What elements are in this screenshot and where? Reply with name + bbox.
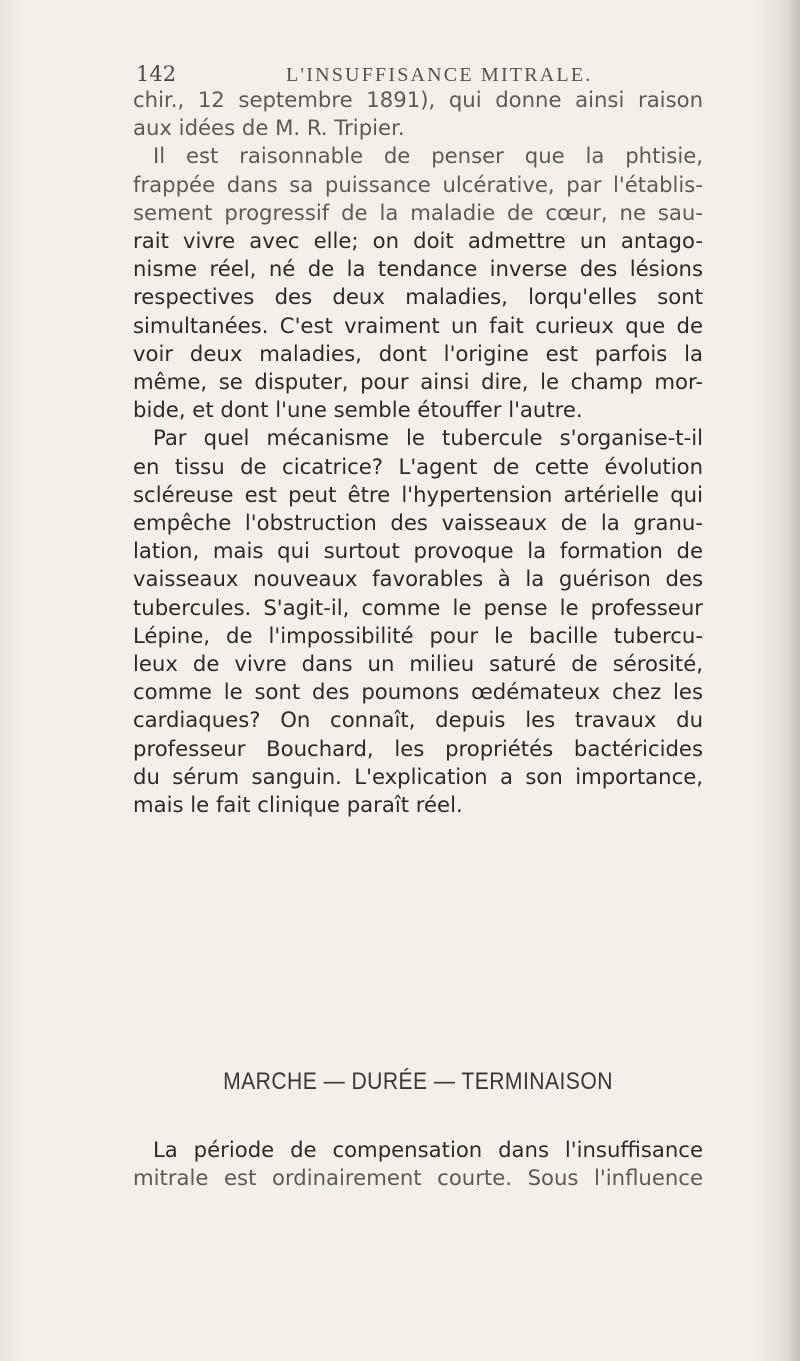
text-line: Il est raisonnable de penser que la phtisie,: [153, 143, 703, 169]
text-line: sement progressif de la maladie de cœur, ne sau-: [133, 199, 703, 225]
text-line: bide, et dont l'une semble étouffer l'autre.: [133, 397, 583, 423]
text-line: tubercules. S'agit-il, comme le pense le professeur: [133, 594, 703, 620]
text-line: aux idées de M. R. Tripier.: [133, 115, 405, 141]
text-line: chir., 12 septembre 1891), qui donne ainsi raison: [133, 87, 703, 112]
paragraph: [133, 424, 703, 819]
text-line: comme le sont des poumons œdémateux chez les: [133, 679, 703, 705]
section-text: [133, 1136, 703, 1192]
body-text: [133, 86, 703, 819]
text-line: lation, mais qui surtout provoque la formation de: [133, 538, 703, 564]
text-line: nisme réel, né de la tendance inverse des lésions: [133, 256, 703, 282]
text-line: leux de vivre dans un milieu saturé de sérosité,: [133, 651, 703, 677]
section-heading: MARCHE — DURÉE — TERMINAISON: [223, 1068, 613, 1095]
text-line: du sérum sanguin. L'explication a son importance,: [133, 763, 703, 789]
text-line: mitrale est ordinairement courte. Sous l'influence: [133, 1165, 703, 1191]
text-line: professeur Bouchard, les propriétés bactéricides: [133, 735, 703, 761]
running-head-title: L'INSUFFISANCE MITRALE.: [286, 64, 593, 86]
paragraph: [133, 86, 703, 142]
text-line: en tissu de cicatrice? L'agent de cette évolution: [133, 453, 703, 479]
text-line: même, se disputer, pour ainsi dire, le champ mor-: [133, 369, 703, 395]
text-line: Par quel mécanisme le tubercule s'organise-t-il: [153, 425, 703, 451]
text-line: rait vivre avec elle; on doit admettre un antago-: [133, 228, 703, 254]
text-line: simultanées. C'est vraiment un fait curieux que de: [133, 312, 703, 338]
text-line: scléreuse est peut être l'hypertension artérielle qui: [133, 481, 703, 507]
page-number: 142: [136, 62, 177, 86]
text-line: Lépine, de l'impossibilité pour le bacille tubercu-: [133, 622, 703, 648]
running-head: [136, 62, 656, 86]
text-line: La période de compensation dans l'insuffisance: [153, 1137, 703, 1162]
text-line: mais le fait clinique paraît réel.: [133, 792, 463, 818]
text-line: respectives des deux maladies, lorqu'elles sont: [133, 284, 703, 310]
text-line: frappée dans sa puissance ulcérative, par l'établis-: [133, 171, 703, 197]
paragraph: [133, 142, 703, 424]
text-line: empêche l'obstruction des vaisseaux de la granu-: [133, 510, 703, 536]
page-edge-shadow: [786, 0, 800, 1361]
text-line: vaisseaux nouveaux favorables à la guérison des: [133, 566, 703, 592]
text-line: voir deux maladies, dont l'origine est parfois la: [133, 340, 703, 366]
text-line: cardiaques? On connaît, depuis les travaux du: [133, 707, 703, 733]
